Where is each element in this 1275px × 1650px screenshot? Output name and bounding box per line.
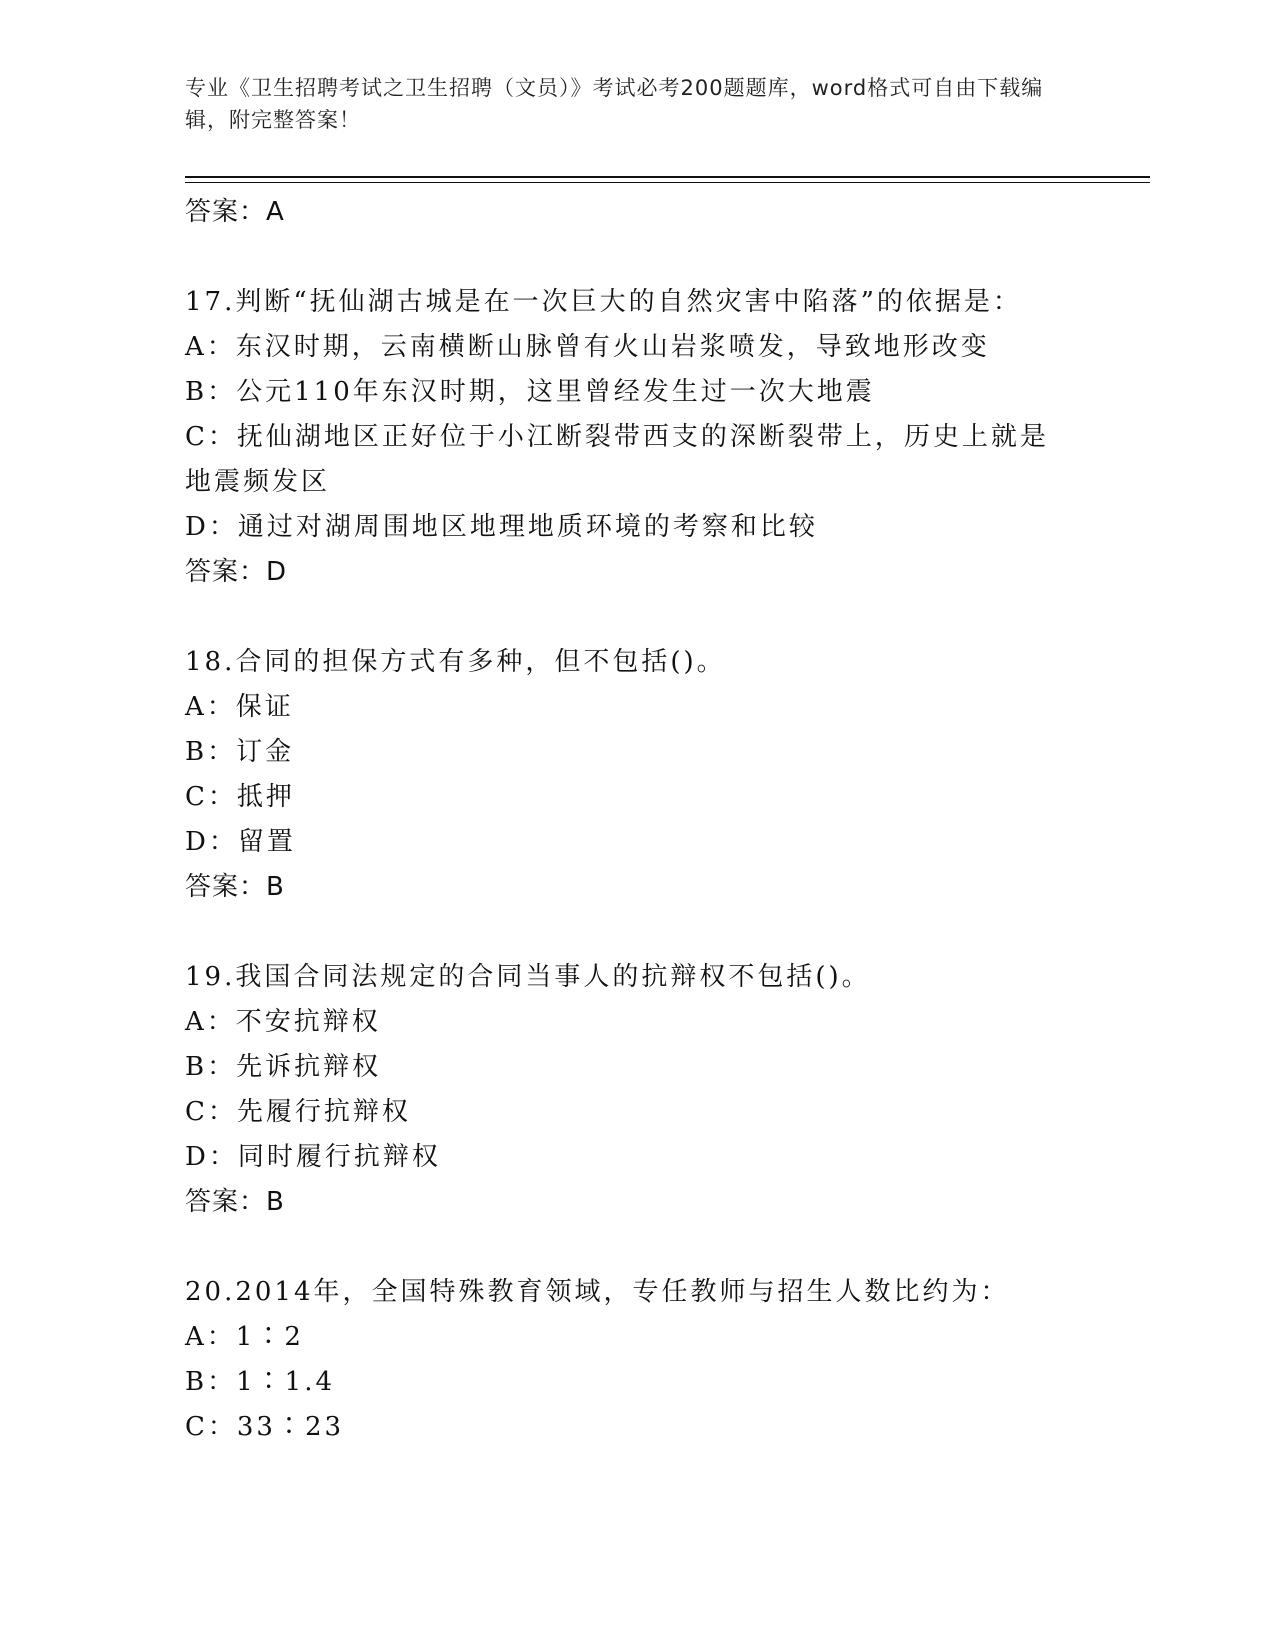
option-d: D：通过对湖周围地区地理地质环境的考察和比较 (185, 512, 818, 542)
option-b: B：1∶1.4 (185, 1367, 335, 1397)
question-content (185, 190, 1085, 1450)
spacer (185, 235, 1085, 280)
option-c: C：抵押 (185, 782, 295, 812)
option-c: C：33∶23 (185, 1412, 345, 1442)
option-a: A：不安抗辩权 (185, 1007, 381, 1037)
option-d: D：留置 (185, 827, 296, 857)
answer-label: 答案：A (185, 197, 285, 227)
header-divider-thin (185, 182, 1150, 183)
option-a: A：保证 (185, 692, 294, 722)
option-b: B：先诉抗辩权 (185, 1052, 382, 1082)
question-19 (185, 955, 1085, 1225)
page-header: 专业《卫生招聘考试之卫生招聘（文员）》考试必考200题题库，word格式可自由下载编辑，附完整答案！ (185, 76, 1044, 132)
question-stem: 20.2014年，全国特殊教育领域，专任教师与招生人数比约为： (185, 1277, 1010, 1307)
spacer (185, 910, 1085, 955)
header-divider-thick (185, 176, 1150, 178)
option-c: C：先履行抗辩权 (185, 1097, 411, 1127)
option-b: B：公元110年东汉时期，这里曾经发生过一次大地震 (185, 377, 875, 407)
question-stem: 19.我国合同法规定的合同当事人的抗辩权不包括()。 (185, 962, 871, 992)
question-stem: 18.合同的担保方式有多种，但不包括()。 (185, 647, 726, 677)
spacer (185, 595, 1085, 640)
answer-label: 答案：B (185, 1187, 285, 1217)
option-c: C：抚仙湖地区正好位于小江断裂带西支的深断裂带上，历史上就是地震频发区 (185, 422, 1049, 497)
answer-label: 答案：B (185, 872, 285, 902)
question-17 (185, 280, 1085, 595)
question-18 (185, 640, 1085, 910)
question-stem: 17.判断“抚仙湖古城是在一次巨大的自然灾害中陷落”的依据是： (185, 287, 1022, 317)
answer-label: 答案：D (185, 557, 288, 587)
question-20 (185, 1270, 1085, 1450)
option-d: D：同时履行抗辩权 (185, 1142, 441, 1172)
option-a: A：东汉时期，云南横断山脉曾有火山岩浆喷发，导致地形改变 (185, 332, 990, 362)
option-a: A：1∶2 (185, 1322, 304, 1352)
option-b: B：订金 (185, 737, 295, 767)
spacer (185, 1225, 1085, 1270)
